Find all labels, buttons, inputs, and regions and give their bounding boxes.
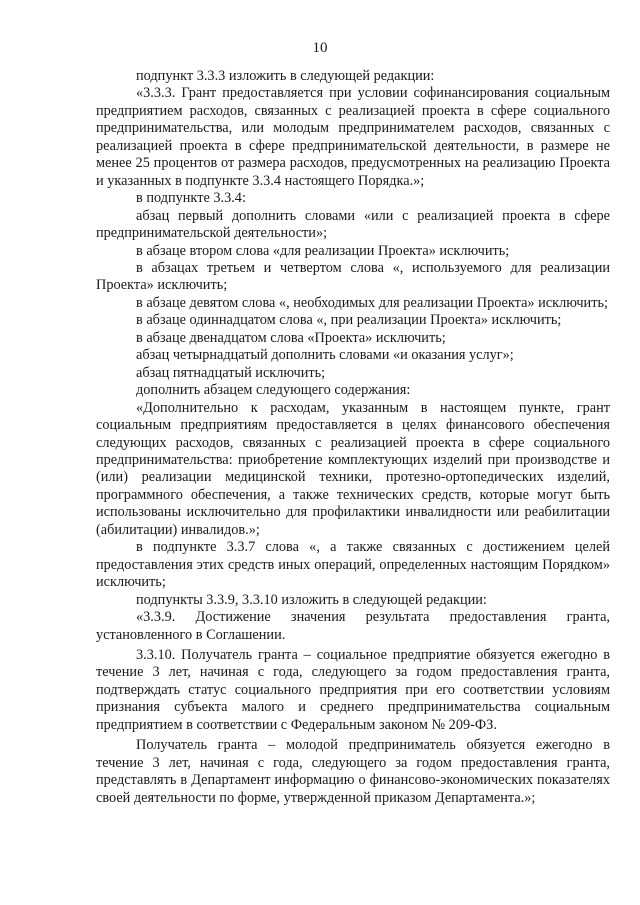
paragraph: 3.3.10. Получатель гранта – социальное предприятие обязуется ежегодно в течение 3 лет, начиная с года, следующего за годом предоставления гранта, подтверждать статус социального предприятия при его соответствии условиям признания субъекта малого и среднего предпринимательства социальным предприятием в соответствии с Федеральным законом № 209-ФЗ. (96, 646, 610, 733)
page-number: 10 (312, 40, 328, 56)
paragraph: в абзаце втором слова «для реализации Проекта» исключить; (136, 242, 510, 259)
paragraph: в абзаце одиннадцатом слова «, при реализации Проекта» исключить; (136, 312, 562, 329)
paragraph: дополнить абзацем следующего содержания: (136, 382, 411, 399)
paragraph: абзац пятнадцатый исключить; (136, 364, 326, 381)
document-body (96, 68, 610, 807)
paragraph: абзац первый дополнить словами «или с реализацией проекта в сфере предпринимательской деятельности»; (96, 207, 610, 242)
paragraph: «Дополнительно к расходам, указанным в настоящем пункте, грант социальным предприятиям предоставляется в целях финансового обеспечения следующих расходов, связанных с реализацией проекта в сфере социального предпринимательства: приобретение комплектующих изделий при производстве и (или) реализации медицинской техники, протезно-ортопедических изделий, программного обеспечения, а также технических средств, которые могут быть использованы исключительно для профилактики инвалидности или реабилитации (абилитации) инвалидов.»; (96, 399, 610, 538)
paragraph: подпункт 3.3.3 изложить в следующей редакции: (136, 68, 435, 84)
paragraph: подпункты 3.3.9, 3.3.10 изложить в следующей редакции: (136, 591, 487, 608)
paragraph: в подпункте 3.3.7 слова «, а также связанных с достижением целей предоставления этих средств иных операций, определенных настоящим Порядком» исключить; (96, 539, 610, 591)
paragraph: абзац четырнадцатый дополнить словами «и оказания услуг»; (136, 347, 514, 364)
paragraph: в абзаце девятом слова «, необходимых для реализации Проекта» исключить; (136, 294, 608, 311)
paragraph: в подпункте 3.3.4: (136, 190, 246, 207)
paragraph: Получатель гранта – молодой предприниматель обязуется ежегодно в течение 3 лет, начиная с года, следующего за годом предоставления гранта, представлять в Департамент информацию о финансово-экономических показателях своей деятельности по форме, утвержденной приказом Департамента.»; (96, 737, 610, 806)
paragraph: в абзаце двенадцатом слова «Проекта» исключить; (136, 329, 446, 346)
paragraph: в абзацах третьем и четвертом слова «, используемого для реализации Проекта» исключить; (96, 259, 610, 294)
paragraph: «3.3.9. Достижение значения результата предоставления гранта, установленного в Соглашении. (96, 609, 610, 643)
paragraph: «3.3.3. Грант предоставляется при условии софинансирования социальным предприятием расходов, связанных с реализацией проекта в сфере социального предпринимательства, или молодым предпринимателем расходов, связанных с реализацией проекта в сфере предпринимательской деятельности, в размере не менее 25 процентов от размера расходов, предусмотренных на реализацию Проекта и указанных в подпункте 3.3.4 настоящего Порядка.»; (96, 85, 610, 189)
